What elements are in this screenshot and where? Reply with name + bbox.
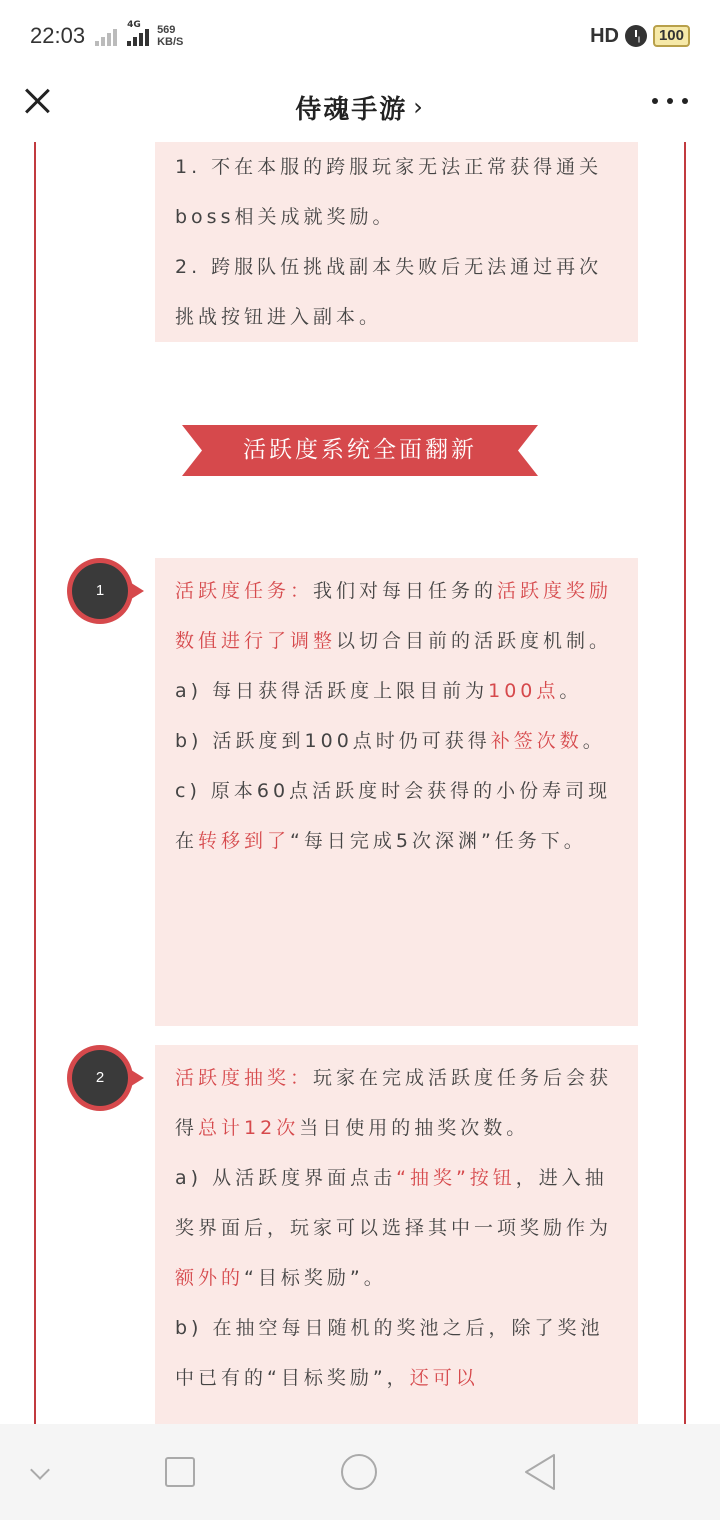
- page-title-text: 侍魂手游: [295, 94, 408, 125]
- network-type: 4G: [127, 20, 141, 30]
- signal-sim2-icon: [127, 20, 149, 46]
- section-2-box: [155, 1045, 638, 1424]
- frame-border-right: [684, 142, 686, 1424]
- recent-apps-icon[interactable]: [165, 1457, 195, 1487]
- badge-pointer: [128, 581, 144, 601]
- frame-border-left: [34, 142, 36, 1424]
- status-bar: [0, 0, 720, 72]
- section-2-heading: 活跃度抽奖：: [175, 1067, 314, 1089]
- home-icon[interactable]: [341, 1454, 377, 1490]
- section-2-item-b: b) 在抽空每日随机的奖池之后，除了奖池中已有的“目标奖励”，还可以: [175, 1317, 604, 1389]
- alarm-icon: [625, 25, 647, 47]
- status-right: [590, 25, 690, 48]
- note-line-2: 2. 跨服队伍挑战副本失败后无法通过再次挑战按钮进入副本。: [175, 256, 603, 328]
- notes-box: [155, 142, 638, 342]
- section-2-intro: 活跃度抽奖：玩家在完成活跃度任务后会获得总计12次当日使用的抽奖次数。: [175, 1067, 613, 1139]
- chevron-down-icon[interactable]: [30, 1463, 50, 1483]
- close-icon[interactable]: [24, 88, 50, 114]
- network-speed: [157, 24, 183, 48]
- network-speed-value: 569: [157, 24, 176, 36]
- more-icon[interactable]: [652, 98, 688, 106]
- section-number-badge: [67, 1045, 133, 1111]
- signal-sim1-icon: [95, 26, 117, 46]
- status-time: 22:03: [30, 23, 86, 48]
- page-title[interactable]: [295, 89, 425, 126]
- note-line-1: 1. 不在本服的跨服玩家无法正常获得通关boss相关成就奖励。: [175, 156, 603, 228]
- section-1-item-a: a) 每日获得活跃度上限目前为100点。: [175, 680, 583, 702]
- section-2-item-a: a) 从活跃度界面点击“抽奖”按钮，进入抽奖界面后，玩家可以选择其中一项奖励作为额外的“目标奖励”。: [175, 1167, 613, 1289]
- hd-indicator: HD: [590, 24, 619, 47]
- section-number-badge: [67, 558, 133, 624]
- section-1-box: [155, 558, 638, 1026]
- section-banner: [182, 425, 538, 476]
- section-1-heading: 活跃度任务：: [175, 580, 314, 602]
- banner-title: 活跃度系统全面翻新: [243, 437, 477, 463]
- chevron-right-icon: ›: [413, 93, 425, 121]
- section-1-item-c: c) 原本60点活跃度时会获得的小份寿司现在转移到了“每日完成5次深渊”任务下。: [175, 780, 612, 852]
- section-number: 1: [72, 563, 128, 619]
- back-icon[interactable]: [524, 1453, 556, 1491]
- section-1-item-b: b) 活跃度到100点时仍可获得补签次数。: [175, 730, 606, 752]
- network-speed-unit: KB/S: [157, 36, 184, 48]
- badge-pointer: [128, 1068, 144, 1088]
- section-number: 2: [72, 1050, 128, 1106]
- battery-indicator: 100: [653, 25, 690, 47]
- nav-bar: [0, 72, 720, 142]
- section-1-intro: 活跃度任务：我们对每日任务的活跃度奖励数值进行了调整以切合目前的活跃度机制。: [175, 580, 613, 652]
